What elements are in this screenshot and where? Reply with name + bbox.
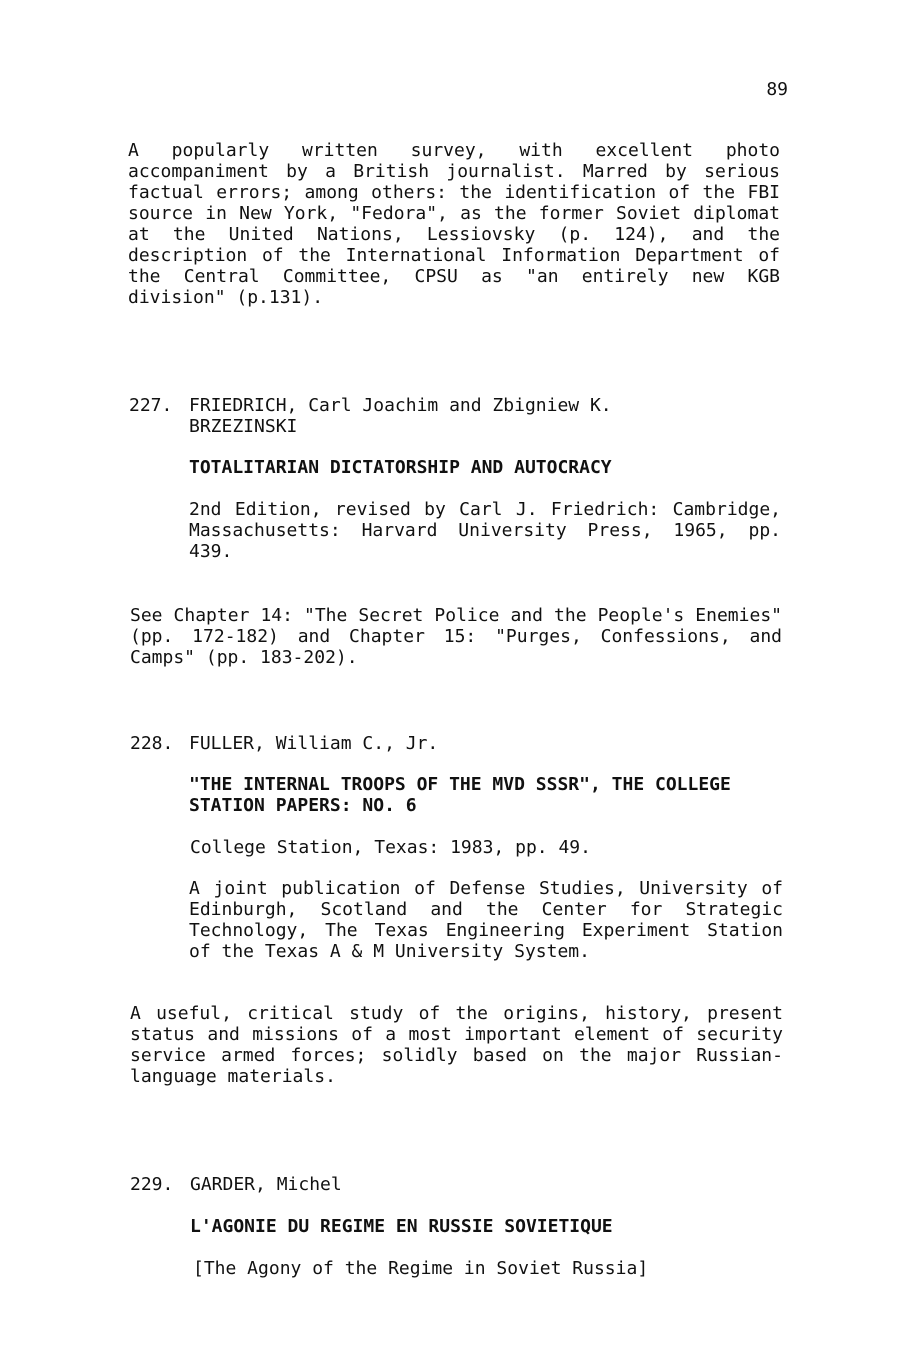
entry-author <box>189 395 612 437</box>
title-line: "THE INTERNAL TROOPS OF THE MVD SSSR", THE COLLEGE <box>189 774 731 795</box>
author-line: FRIEDRICH, Carl Joachim and Zbigniew K. <box>189 395 612 416</box>
entry-annotation: See Chapter 14: "The Secret Police and the People's Enemies" (pp. 172-182) and Chapter 15: "Purges, Confessions, and Camps" (pp. 183-202). <box>130 605 782 668</box>
entry-note: A joint publication of Defense Studies, University of Edinburgh, Scotland and the Center for Strategic Technology, The Texas Engineering Experiment Station of the Texas A & M University System. <box>189 878 783 962</box>
entry-publication: College Station, Texas: 1983, pp. 49. <box>190 837 591 858</box>
page-number: 89 <box>766 79 788 100</box>
entry-translation: [The Agony of the Regime in Soviet Russia] <box>193 1258 649 1279</box>
author-line: BRZEZINSKI <box>189 416 298 437</box>
entry-title <box>189 774 784 816</box>
entry-publication: 2nd Edition, revised by Carl J. Friedrich: Cambridge, Massachusetts: Harvard University Press, 1965, pp. 439. <box>189 499 781 562</box>
entry-number: 229. <box>130 1174 174 1195</box>
title-line: STATION PAPERS: NO. 6 <box>189 795 417 816</box>
entry-number: 228. <box>130 733 174 754</box>
entry-title: TOTALITARIAN DICTATORSHIP AND AUTOCRACY <box>189 457 612 478</box>
intro-annotation: A popularly written survey, with excellent photo accompaniment by a British journalist. Marred by serious factual errors; among others: the identification of the FBI source in New York, "Fedora", as the former Soviet diplomat at the United Nations, Lessiovsky (p. 124), and the description of the International Information Department of the Central Committee, CPSU as "an entirely new KGB division" (p.131). <box>128 140 780 308</box>
entry-author <box>190 1174 342 1195</box>
entry-number: 227. <box>129 395 173 416</box>
entry-title: L'AGONIE DU REGIME EN RUSSIE SOVIETIQUE <box>190 1216 613 1237</box>
author-line: GARDER, Michel <box>190 1174 342 1195</box>
entry-annotation: A useful, critical study of the origins, history, present status and missions of a most important element of security service armed forces; solidly based on the major Russian-language materials. <box>130 1003 783 1087</box>
entry-author <box>189 733 438 754</box>
author-line: FULLER, William C., Jr. <box>189 733 439 754</box>
